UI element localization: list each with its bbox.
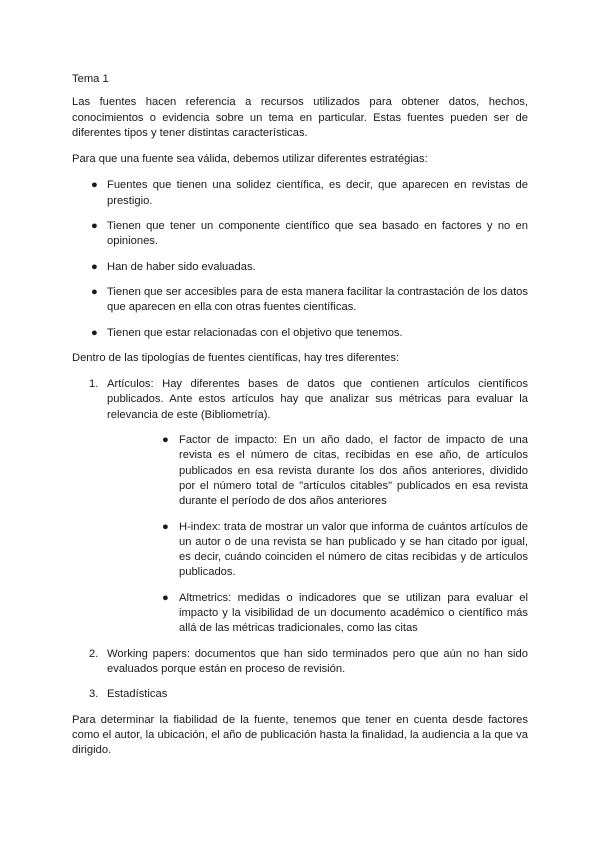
bullet-icon: ●	[162, 520, 169, 533]
list-number: 3.	[89, 688, 99, 701]
sublist-item	[143, 433, 528, 509]
sublist-item	[143, 591, 528, 637]
document-title: Tema 1	[72, 73, 109, 85]
list-item-text: Estadísticas	[107, 688, 168, 701]
metrics-sublist	[107, 433, 528, 637]
bullet-icon: ●	[91, 220, 98, 233]
bullet-icon: ●	[91, 179, 98, 192]
conclusion-paragraph: Para determinar la fiabilidad de la fuente, tenemos que tener en cuenta desde factores como el autor, la ubicación, el año de publicación hasta la finalidad, la audiencia a la que va dirigido.	[72, 713, 528, 757]
list-number: 1.	[89, 378, 99, 391]
sublist-item-text: Factor de impacto: En un año dado, el factor de impacto de una revista es el número de citas, recibidas en ese año, de artículos publicados en esa revista durante los dos años anteriores, dividido por el número total de "artículos citables" publicados en esa revista durante el período de dos años anteriores	[179, 434, 528, 508]
list-item-text: Working papers: documentos que han sido terminados pero que aún no han sido evaluados porque están en proceso de revisión.	[107, 647, 528, 675]
bullet-icon: ●	[91, 260, 98, 273]
list-item-text: Artículos: Hay diferentes bases de datos que contienen artículos científicos publicados. Ante estos artículos hay que analizar sus métricas para evaluar la relevancia de este (Bibliometría).	[107, 378, 528, 421]
list-item	[72, 260, 528, 275]
bullet-icon: ●	[91, 285, 98, 298]
list-item	[72, 285, 528, 316]
types-lead-paragraph: Dentro de las tipologías de fuentes científicas, hay tres diferentes:	[72, 351, 400, 364]
intro-paragraph: Las fuentes hacen referencia a recursos utilizados para obtener datos, hechos, conocimientos o evidencia sobre un tema en particular. Estas fuentes pueden ser de diferentes tipos y tener distintas características.	[72, 96, 528, 139]
list-item-text: Han de haber sido evaluadas.	[107, 260, 256, 273]
list-item	[72, 178, 528, 209]
list-number: 2.	[89, 647, 99, 660]
validity-lead-paragraph: Para que una fuente sea válida, debemos utilizar diferentes estratégias:	[72, 153, 428, 166]
sublist-item-text: Altmetrics: medidas o indicadores que se utilizan para evaluar el impacto y la visibilidad de un documento académico o científico más allá de las métricas tradicionales, como las citas	[179, 591, 528, 635]
list-item-text: Tienen que ser accesibles para de esta manera facilitar la contrastación de los datos que aparecen en ella con otras fuentes científicas.	[107, 285, 528, 314]
list-item-estadisticas	[72, 687, 528, 702]
list-item-articulos	[72, 377, 528, 636]
bullet-icon: ●	[162, 591, 169, 604]
sublist-item	[143, 520, 528, 581]
bullet-icon: ●	[91, 326, 98, 339]
list-item-working-papers	[72, 647, 528, 678]
validity-list	[72, 178, 528, 340]
list-item	[72, 326, 528, 341]
list-item-text: Tienen que estar relacionadas con el objetivo que tenemos.	[107, 326, 403, 339]
list-item-text: Fuentes que tienen una solidez científica, es decir, que aparecen en revistas de prestigio.	[107, 179, 528, 207]
types-list	[72, 377, 528, 702]
sublist-item-text: H-index: trata de mostrar un valor que informa de cuántos artículos de un autor o de una revista se han publicado y se han citado por igual, es decir, cuándo coinciden el número de citas recibidas y de artículos publicados.	[179, 520, 528, 579]
list-item	[72, 219, 528, 250]
bullet-icon: ●	[162, 434, 169, 447]
list-item-text: Tienen que tener un componente científico que sea basado en factores y no en opiniones.	[107, 220, 528, 248]
